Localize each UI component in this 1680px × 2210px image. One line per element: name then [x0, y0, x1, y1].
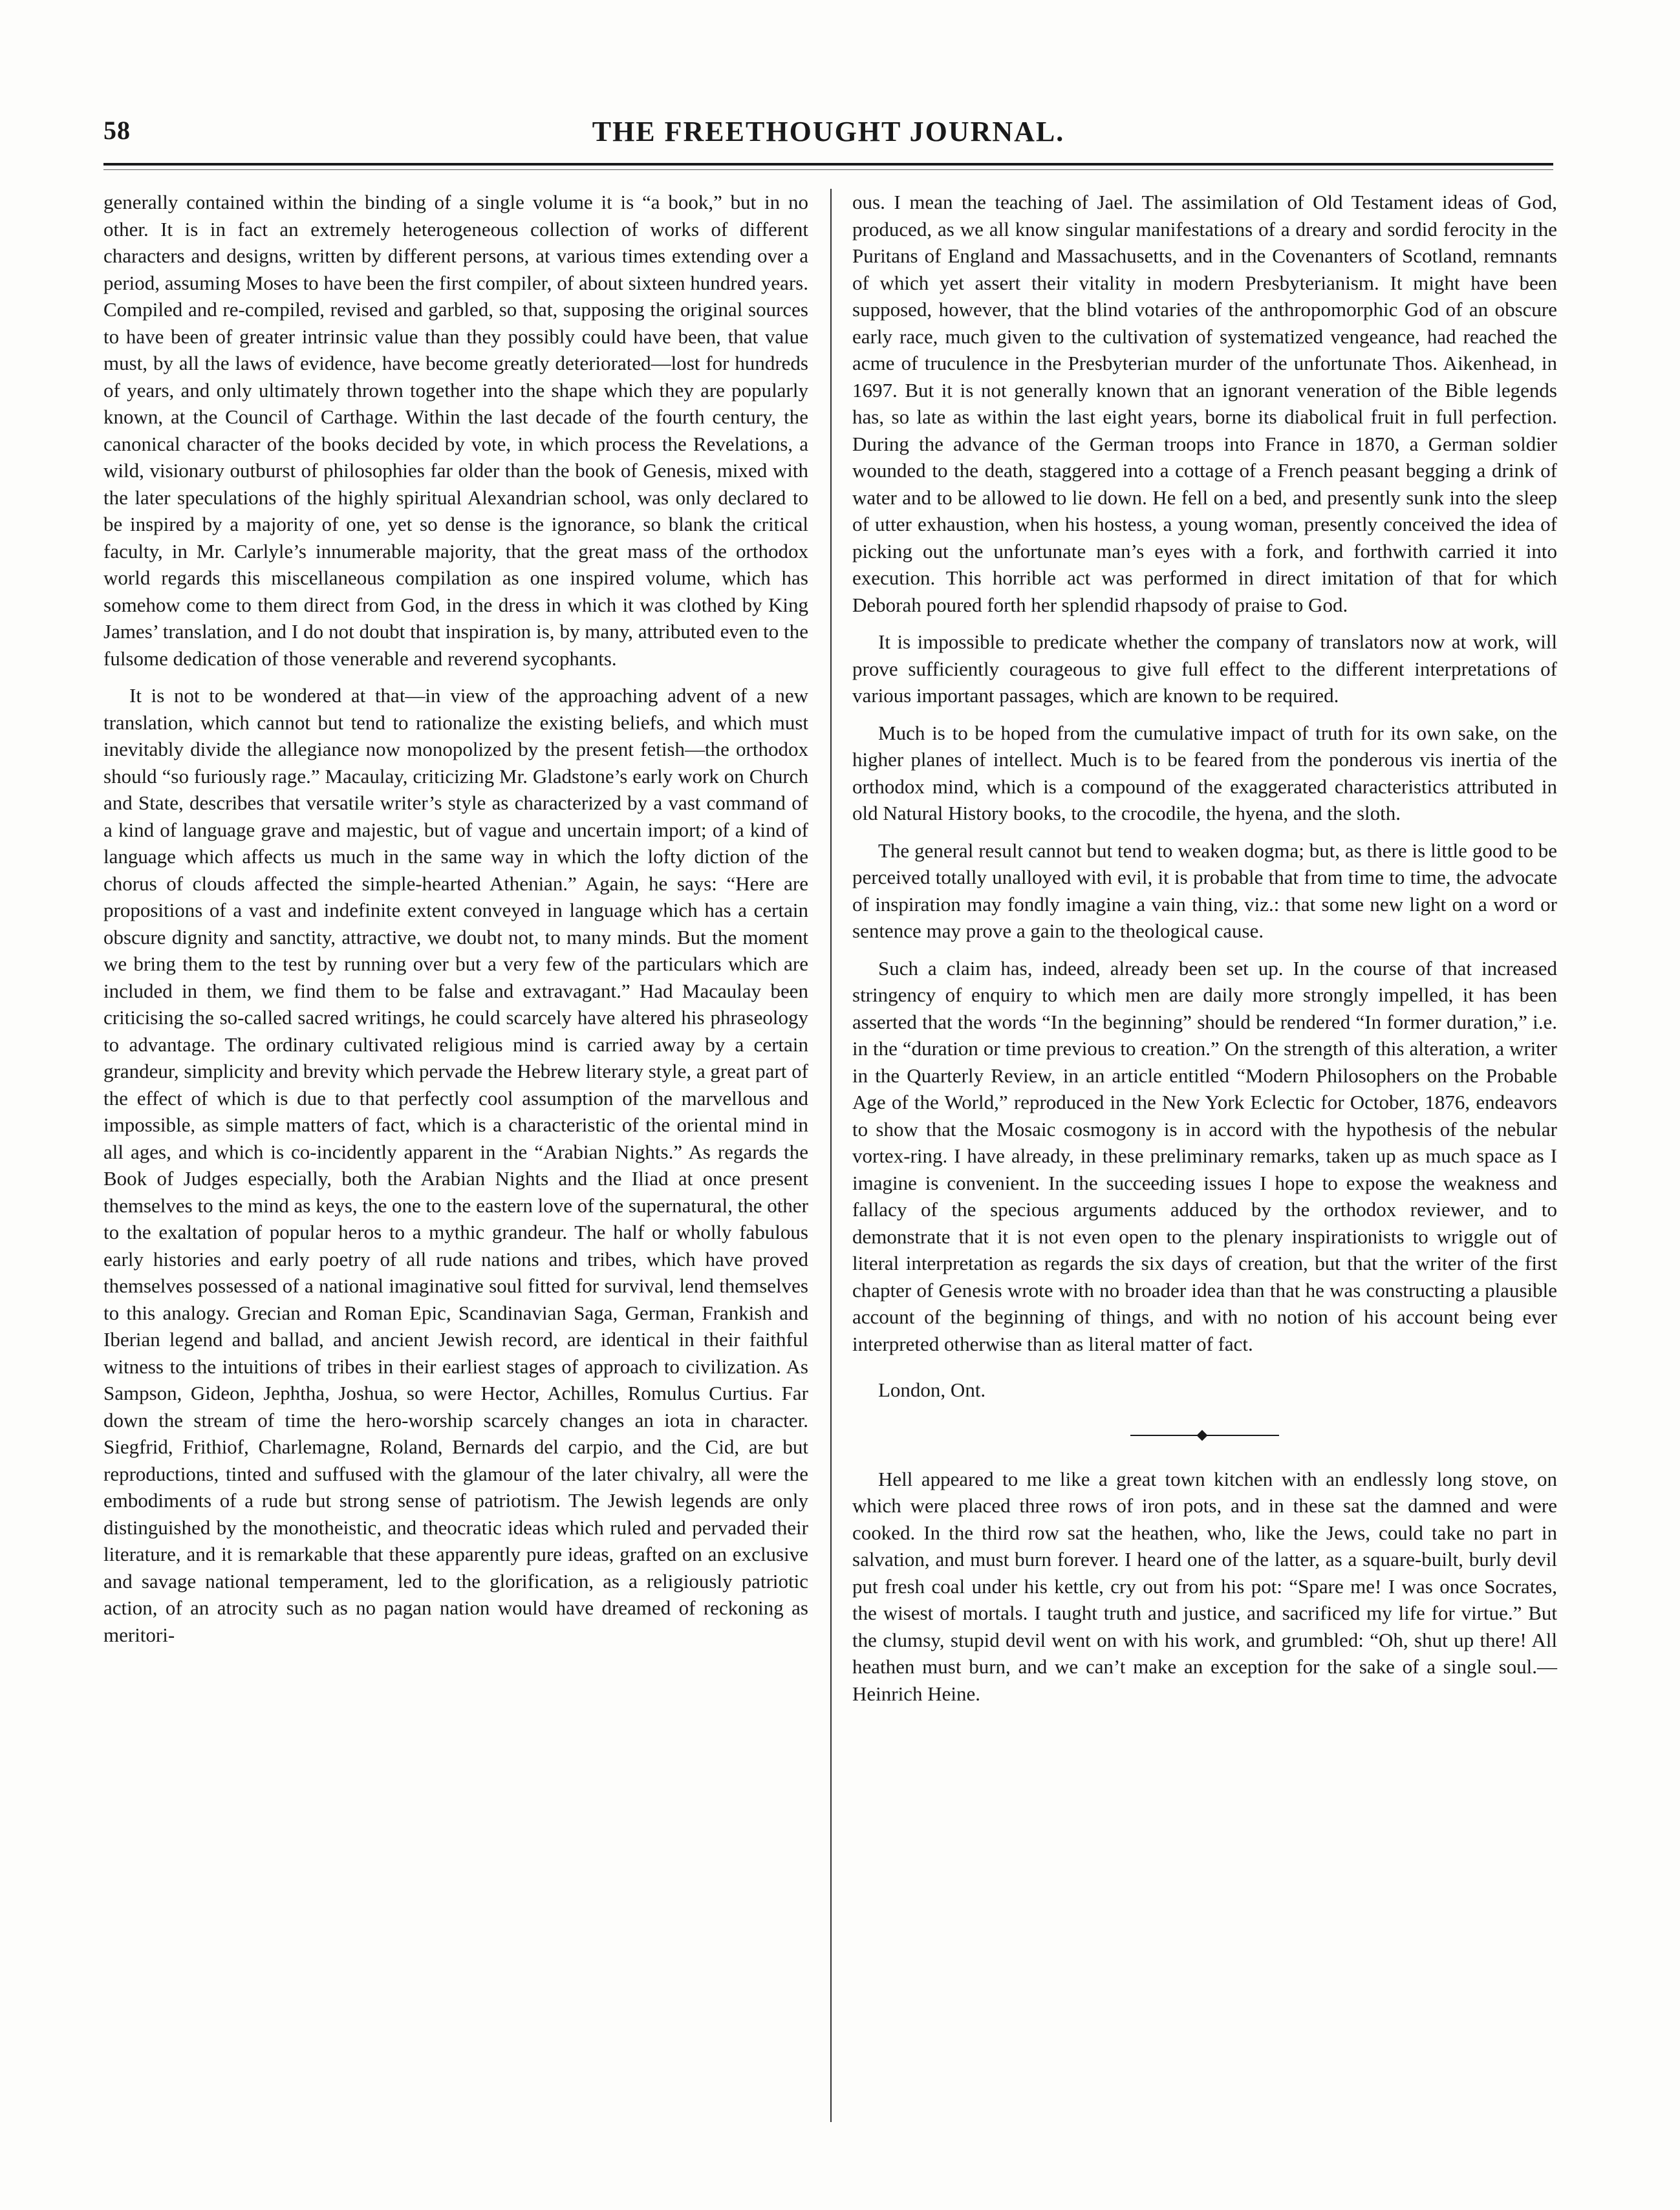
page-header	[103, 115, 1553, 160]
left-column	[103, 189, 808, 1658]
page-number: 58	[103, 116, 131, 145]
right-paragraph-1: ous. I mean the teaching of Jael. The assimilation of Old Testament ideas of God, produced, as we all know singular manifestations of a dreary and sordid ferocity in the Puritans of England and Massachusetts, and in the Covenanters of Scotland, remnants of which yet assert their vitality in modern Presbyterianism. It might have been supposed, however, that the blind votaries of the anthropomorphic God of an obscure early race, much given to the cultivation of systematized vengeance, had reached the acme of truculence in the Presbyterian murder of the unfortunate Thos. Aikenhead, in 1697. But it is not generally known that an ignorant veneration of the Bible legends has, so late as within the last eight years, borne its diabolical fruit in full perfection. During the advance of the German troops into France in 1870, a German soldier wounded to the death, staggered into a cottage of a French peasant begging a drink of water and to be allowed to lie down. He fell on a bed, and presently sunk into the sleep of utter exhaustion, when his hostess, a young woman, presently conceived the idea of picking out the unfortunate man’s eyes with a fork, and forthwith carried it into execution. This horrible act was performed in direct imitation of that for which Deborah poured forth her splendid rhapsody of praise to God.	[852, 191, 1557, 616]
right-paragraph-2: It is impossible to predicate whether the company of translators now at work, will prove sufficiently courageous to give full effect to the different interpretations of various important passages, which are known to be required.	[852, 630, 1557, 707]
section-ornament-divider	[1130, 1433, 1279, 1437]
right-paragraph-4: The general result cannot but tend to weaken dogma; but, as there is little good to be perceived totally unalloyed with evil, it is probable that from time to time, the advocate of inspiration may fondly imagine a vain thing, viz.: that some new light on a word or sentence may prove a gain to the theological cause.	[852, 839, 1557, 942]
right-column	[852, 189, 1557, 1717]
header-rule	[103, 163, 1553, 166]
heine-excerpt: Hell appeared to me like a great town kitchen with an endlessly long stove, on which were placed three rows of iron pots, and in these sat the damned and were cooked. In the third row sat the heathen, who, like the Jews, could take no part in salvation, and must burn forever. I heard one of the latter, as a square-built, burly devil put fresh coal under his kettle, cry out from his pot: “Spare me! I was once Socrates, the wisest of mortals. I taught truth and justice, and sacrificed my life for virtue.” But the clumsy, stupid devil went on with his work, and grumbled: “Oh, shut up there! All heathen must burn, and we can’t make an exception for the sake of a single soul.—Heinrich Heine.	[852, 1467, 1557, 1705]
left-paragraph-1: generally contained within the binding of a single volume it is “a book,” but in no other. It is in fact an extremely heterogeneous collection of works of different characters and designs, written by different persons, at various times extending over a period, assuming Moses to have been the first compiler, of about sixteen hundred years. Compiled and re-compiled, revised and garbled, so that, supposing the original sources to have been of greater intrinsic value than they possibly could have been, that value must, by all the laws of evidence, have become greatly deteriorated—lost for hundreds of years, and only ultimately thrown together into the shape which they are popularly known, at the Council of Carthage. Within the last decade of the fourth century, the canonical character of the books decided by vote, in which process the Revelations, a wild, visionary outburst of philosophies far older than the book of Genesis, mixed with the later speculations of the highly spiritual Alexandrian school, was only declared to be inspired by a majority of one, yet so dense is the ignorance, so blank the critical faculty, in Mr. Carlyle’s innumerable majority, that the great mass of the orthodox world regards this miscellaneous compilation as one inspired volume, which has somehow come to them direct from God, in the dress in which it was clothed by King James’ translation, and I do not doubt that inspiration is, by many, attributed even to the fulsome dedication of those venerable and reverend sycophants.	[103, 191, 808, 670]
journal-title: THE FREETHOUGHT JOURNAL.	[592, 116, 1065, 147]
header-rule-thin	[103, 169, 1553, 170]
right-paragraph-5: Such a claim has, indeed, already been set up. In the course of that increased stringency of enquiry to which men are daily more strongly impelled, it has been asserted that the words “In the beginning” should be rendered “In former duration,” i.e. in the “duration or time previous to creation.” On the strength of this alteration, a writer in the Quarterly Review, in an article entitled “Modern Philosophers on the Probable Age of the World,” reproduced in the New York Eclectic for October, 1876, endeavors to show that the Mosaic cosmogony is in accord with the hypothesis of the nebular vortex-ring. I have already, in these preliminary remarks, taken up as much space as I imagine is convenient. In the succeeding issues I hope to expose the weakness and fallacy of the specious arguments adduced by the orthodox reviewer, and to demonstrate that it is not even open to the plenary inspirationists to wriggle out of literal interpretation as regards the six days of creation, but that the writer of the first chapter of Genesis wrote with no broader idea than that he was constructing a plausible account of the beginning of things, and with no notion of his account being ever interpreted otherwise than as literal matter of fact.	[852, 956, 1557, 1355]
right-paragraph-3: Much is to be hoped from the cumulative impact of truth for its own sake, on the higher planes of intellect. Much is to be feared from the ponderous vis inertia of the orthodox mind, which is a compound of the exaggerated characteristics attributed in old Natural History books, to the crocodile, the hyena, and the sloth.	[852, 721, 1557, 824]
article-signoff: London, Ont.	[878, 1379, 986, 1401]
column-divider	[830, 189, 832, 2122]
left-paragraph-2: It is not to be wondered at that—in view of the approaching advent of a new translation, which cannot but tend to rationalize the existing beliefs, and which must inevitably divide the allegiance now monopolized by the present fetish—the orthodox should “so furiously rage.” Macaulay, criticizing Mr. Gladstone’s early work on Church and State, describes that versatile writer’s style as characterized by a vast command of a kind of language grave and majestic, but of vague and uncertain import; of a kind of language which affects us much in the same way in which the lofty diction of the chorus of clouds affected the simple-hearted Athenian.” Again, he says: “Here are propositions of a vast and indefinite extent conveyed in language which has a certain obscure dignity and sanctity, attractive, we doubt not, to many minds. But the moment we bring them to the test by running over but a very few of the particulars which are included in them, we find them to be false and extravagant.” Had Macaulay been criticising the so-called sacred writings, he could scarcely have altered his phraseology to advantage. The ordinary cultivated religious mind is carried away by a certain grandeur, simplicity and brevity which pervade the Hebrew literary style, a great part of the effect of which is due to that perfectly cool assumption of the marvellous and impossible, as simple matters of fact, which is a characteristic of the oriental mind in all ages, and which is co-incidently apparent in the “Arabian Nights.” As regards the Book of Judges especially, both the Arabian Nights and the Iliad at once present themselves to the mind as keys, the one to the eastern love of the supernatural, the other to the exaltation of popular heros to a mythic grandeur. The half or wholly fabulous early histories and early poetry of all rude nations and tribes, which have proved themselves possessed of a national imaginative soul fitted for survival, lend themselves to this analogy. Grecian and Roman Epic, Scandinavian Saga, German, Frankish and Iberian legend and ballad, and ancient Jewish record, are identical in their faithful witness to the intuitions of tribes in their earliest stages of approach to civilization. As Sampson, Gideon, Jephtha, Joshua, so were Hector, Achilles, Romulus Curtius. Far down the stream of time the hero-worship scarcely changes an iota in character. Siegfrid, Frithiof, Charlemagne, Roland, Bernards del carpio, and the Cid, are but reproductions, tinted and suffused with the glamour of the later chivalry, all were the embodiments of a rude but strong sense of patriotism. The Jewish legends are only distinguished by the monotheistic, and theocratic ideas which ruled and pervaded their literature, and it is remarkable that these apparently pure ideas, grafted on an exclusive and savage national temperament, led to the glorification, as a religiously patriotic action, of an atrocity such as no pagan nation would have dreamed of reckoning as meritori-	[103, 684, 808, 1646]
